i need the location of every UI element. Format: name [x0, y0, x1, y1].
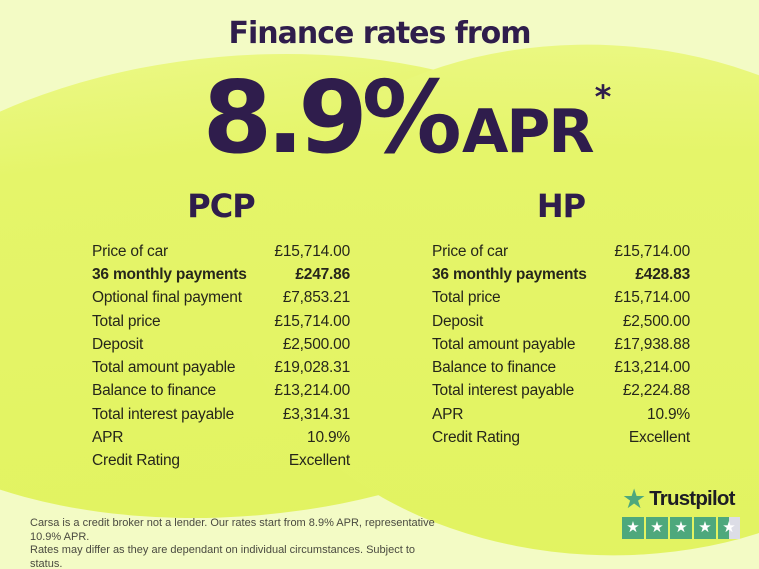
- row-value: £428.83: [635, 265, 690, 283]
- row-value: £19,028.31: [274, 359, 350, 377]
- table-row: [432, 380, 690, 403]
- table-row: [92, 380, 350, 403]
- row-value: Excellent: [288, 452, 350, 470]
- hero-apr-label: APR: [461, 97, 593, 167]
- row-label: Credit Rating: [92, 452, 180, 470]
- row-value: £17,938.88: [614, 335, 690, 353]
- row-value: £15,714.00: [614, 289, 690, 307]
- pcp-table: [92, 188, 350, 473]
- hero-rate-value: 8.9%: [202, 59, 456, 176]
- row-label: 36 monthly payments: [432, 265, 587, 283]
- row-label: Total interest payable: [432, 382, 575, 400]
- row-value: 10.9%: [307, 429, 350, 447]
- hp-title: HP: [536, 187, 586, 225]
- row-label: Total price: [92, 312, 161, 330]
- table-row: [432, 403, 690, 426]
- table-row: [432, 263, 690, 286]
- row-value: £2,500.00: [282, 335, 350, 353]
- row-value: £2,500.00: [622, 312, 690, 330]
- hero-rate-block: [0, 59, 759, 176]
- pcp-title: PCP: [187, 187, 255, 225]
- headline-kicker: Finance rates from: [228, 16, 531, 51]
- row-label: Credit Rating: [432, 429, 520, 447]
- table-row: [92, 450, 350, 473]
- row-value: £247.86: [295, 265, 350, 283]
- row-value: 10.9%: [647, 405, 690, 423]
- hero-asterisk: *: [594, 78, 612, 116]
- disclaimer-line-1: Carsa is a credit broker not a lender. Our rates start from 8.9% APR, representative 10.9% APR.: [30, 517, 435, 543]
- row-label: APR: [432, 405, 464, 423]
- table-row: [92, 356, 350, 379]
- table-row: [432, 287, 690, 310]
- table-row: [432, 310, 690, 333]
- row-value: £15,714.00: [614, 242, 690, 260]
- star-box-icon: ★: [646, 517, 668, 539]
- row-label: Price of car: [432, 242, 508, 260]
- table-row: [432, 333, 690, 356]
- row-label: Balance to finance: [432, 359, 556, 377]
- row-value: £15,714.00: [274, 242, 350, 260]
- row-value: £2,224.88: [622, 382, 690, 400]
- row-label: Optional final payment: [92, 289, 242, 307]
- row-label: Total amount payable: [432, 335, 576, 353]
- table-row: [432, 356, 690, 379]
- table-row: [92, 333, 350, 356]
- row-label: Balance to finance: [92, 382, 216, 400]
- trustpilot-star-icon: ★: [622, 484, 647, 514]
- table-row: [92, 310, 350, 333]
- row-label: APR: [92, 429, 124, 447]
- row-value: £7,853.21: [282, 289, 350, 307]
- row-label: Price of car: [92, 242, 168, 260]
- table-row: [92, 403, 350, 426]
- row-value: £13,214.00: [614, 359, 690, 377]
- star-box-icon: ★: [670, 517, 692, 539]
- star-box-icon: ★: [622, 517, 644, 539]
- table-row: [92, 263, 350, 286]
- table-row: [92, 240, 350, 263]
- legal-disclaimer: [30, 517, 450, 569]
- row-value: Excellent: [628, 429, 690, 447]
- trustpilot-rating-stars: [622, 517, 748, 539]
- row-label: Deposit: [92, 335, 144, 353]
- trustpilot-badge: [622, 486, 748, 539]
- trustpilot-logo: [622, 486, 748, 512]
- table-row: [92, 426, 350, 449]
- row-label: Total amount payable: [92, 359, 236, 377]
- trustpilot-wordmark: Trustpilot: [649, 487, 735, 510]
- disclaimer-line-2: Rates may differ as they are dependant on individual circumstances. Subject to status.: [30, 544, 416, 569]
- table-row: [432, 426, 690, 449]
- star-box-icon: ★: [694, 517, 716, 539]
- row-label: Total price: [432, 289, 501, 307]
- row-label: 36 monthly payments: [92, 265, 247, 283]
- row-label: Total interest payable: [92, 405, 235, 423]
- hp-table: [432, 188, 690, 450]
- table-row: [92, 287, 350, 310]
- row-label: Deposit: [432, 312, 484, 330]
- half-star-box-icon: ★: [718, 517, 740, 539]
- row-value: £13,214.00: [274, 382, 350, 400]
- row-value: £3,314.31: [282, 405, 350, 423]
- row-value: £15,714.00: [274, 312, 350, 330]
- table-row: [432, 240, 690, 263]
